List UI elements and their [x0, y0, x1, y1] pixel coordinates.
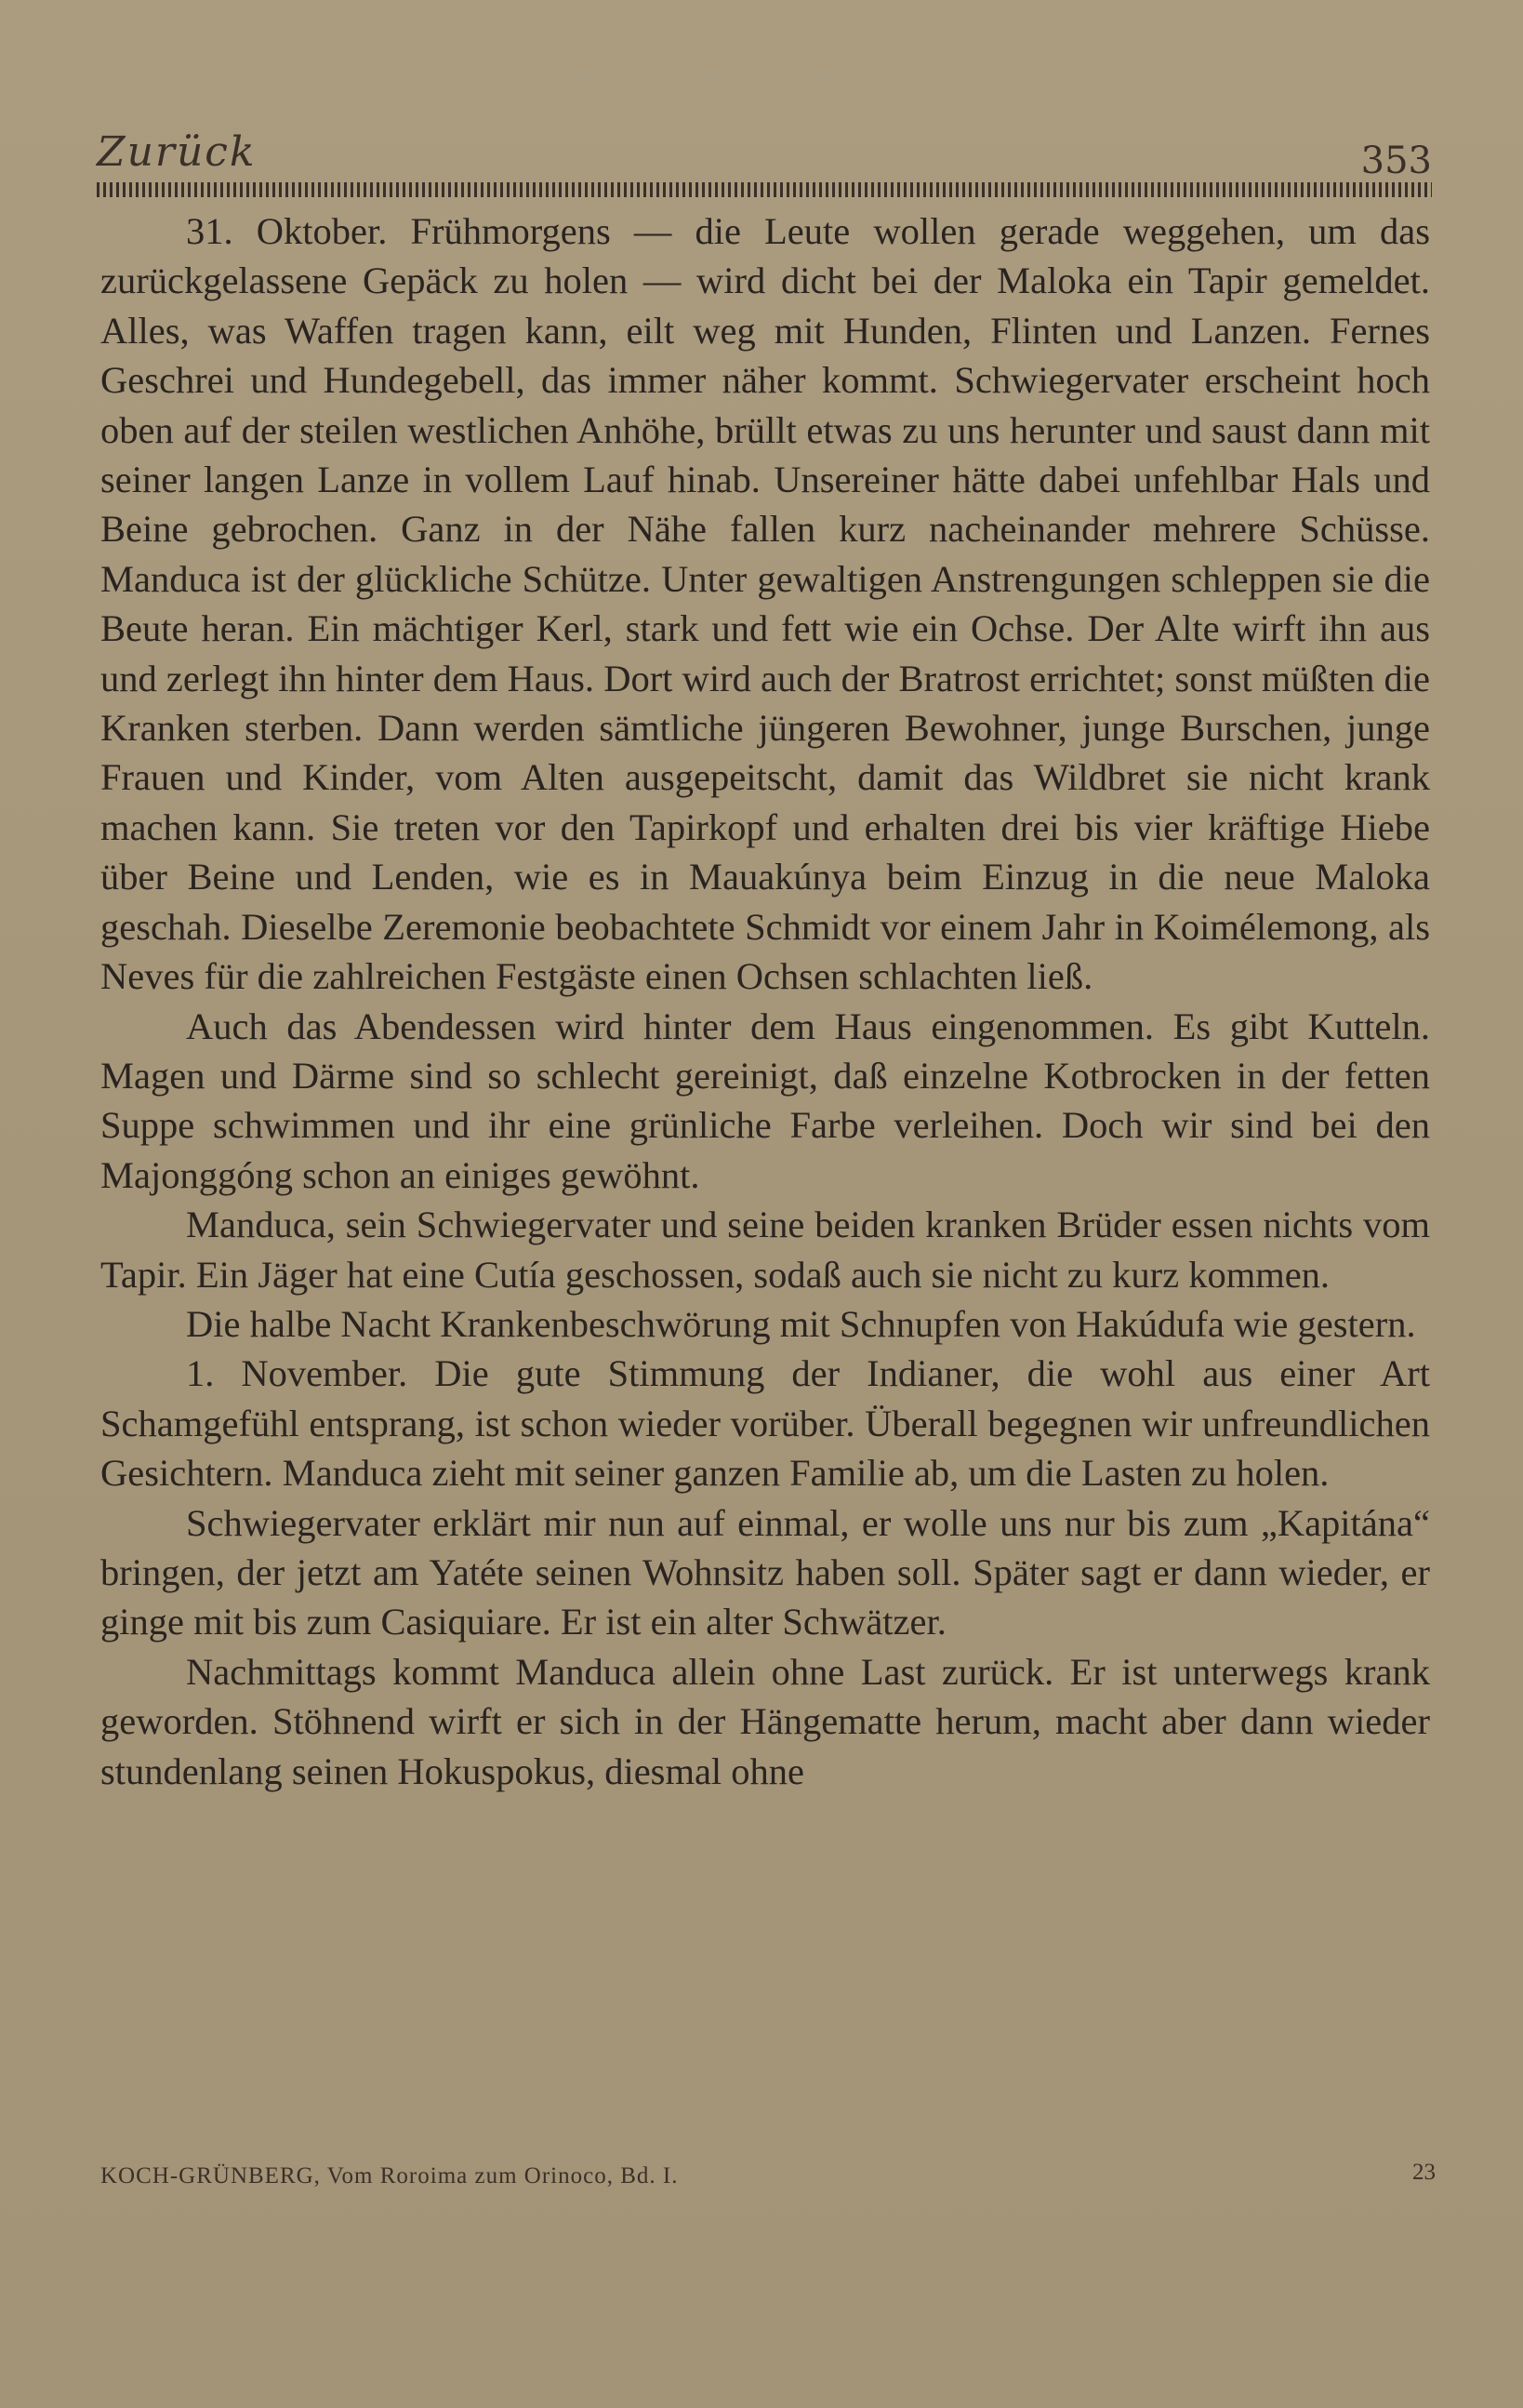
paragraph: Die halbe Nacht Krankenbeschwörung mit Schnupfen von Hakúdufa wie gestern.: [186, 1302, 1416, 1345]
paragraph: Auch das Abendessen wird hinter dem Haus eingenommen. Es gibt Kutteln. Magen und Därme sind so schlecht gereinigt, daß einzelne Kotbrocken in der fetten Suppe schwimmen und ihr eine grünliche Farbe verleihen. Doch wir sind bei den Majonggóng schon an einiges gewöhnt.: [100, 1004, 1430, 1196]
paragraph: Nachmittags kommt Manduca allein ohne Last zurück. Er ist unterwegs krank geworden. Stöhnend wirft er sich in der Hängematte herum, macht aber dann wieder stundenlang seinen Hokuspokus, diesmal ohne: [100, 1650, 1430, 1792]
footer-citation: KOCH-GRÜNBERG, Vom Roroima zum Orinoco, Bd. I.: [100, 2163, 679, 2188]
page-footer: [100, 2160, 1436, 2197]
body-text: [100, 206, 1430, 1796]
running-title: Zurück: [97, 128, 257, 176]
paragraph: Schwiegervater erklärt mir nun auf einmal, er wolle uns nur bis zum „Kapitána“ bringen, der jetzt am Yatéte seinen Wohnsitz haben soll. Später sagt er dann wieder, er ginge mit bis zum Casiquiare. Er ist ein alter Schwätzer.: [100, 1501, 1430, 1643]
paragraph: 31. Oktober. Frühmorgens — die Leute wollen gerade weggehen, um das zurückgelassene Gepäck zu holen — wird dicht bei der Maloka ein Tapir gemeldet. Alles, was Waffen tragen kann, eilt weg mit Hunden, Flinten und Lanzen. Fernes Geschrei und Hundegebell, das immer näher kommt. Schwiegervater erscheint hoch oben auf der steilen westlichen Anhöhe, brüllt etwas zu uns herunter und saust dann mit seiner langen Lanze in vollem Lauf hinab. Unsereiner hätte dabei unfehlbar Hals und Beine gebrochen. Ganz in der Nähe fallen kurz nacheinander mehrere Schüsse. Manduca ist der glückliche Schütze. Unter gewaltigen Anstrengungen schleppen sie die Beute heran. Ein mächtiger Kerl, stark und fett wie ein Ochse. Der Alte wirft ihn aus und zerlegt ihn hinter dem Haus. Dort wird auch der Bratrost errichtet; sonst müßten die Kranken sterben. Dann werden sämtliche jüngeren Bewohner, junge Burschen, junge Frauen und Kinder, vom Alten ausgepeitscht, damit das Wildbret sie nicht krank machen kann. Sie treten vor den Tapirkopf und erhalten drei bis vier kräftige Hiebe über Beine und Lenden, wie es in Mauakúnya beim Einzug in die neue Maloka geschah. Dieselbe Zeremonie beobachtete Schmidt vor einem Jahr in Koimélemong, als Neves für die zahlreichen Festgäste einen Ochsen schlachten ließ.: [100, 210, 1430, 998]
paragraph: Manduca, sein Schwiegervater und seine beiden kranken Brüder essen nichts vom Tapir. Ein Jäger hat eine Cutía geschossen, sodaß auch sie nicht zu kurz kommen.: [100, 1204, 1430, 1296]
page-number: 353: [1360, 140, 1432, 182]
page-header: [97, 128, 1432, 184]
signature-mark: 23: [1412, 2160, 1436, 2185]
paragraph: 1. November. Die gute Stimmung der Indianer, die wohl aus einer Art Schamgefühl entsprang, ist schon wieder vorüber. Überall begegnen wir unfreundlichen Gesichtern. Manduca zieht mit seiner ganzen Familie ab, um die Lasten zu holen.: [100, 1352, 1430, 1495]
header-rule: [97, 182, 1432, 197]
